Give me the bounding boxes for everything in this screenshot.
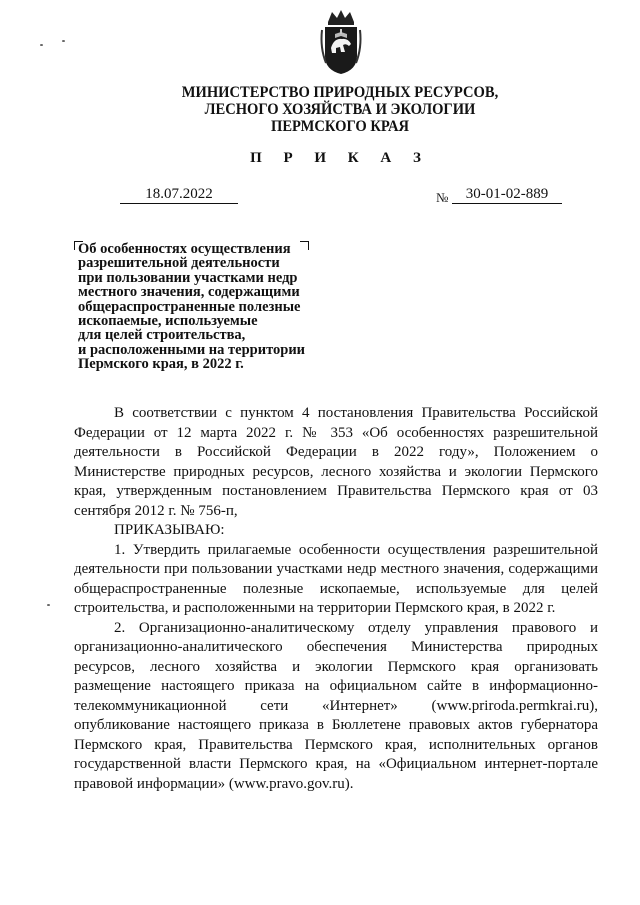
order-number-label: № [436, 190, 449, 205]
order-item-1: 1. Утвердить прилагаемые особенности осуществления разрешительной деятельности при пользовании участками недр местного значения, содержащими общераспространенные полезные ископаемые, используемые для целей строительства, и расположенными на территории Пермского края, в 2022 г. [74, 541, 598, 616]
subject-line-2: разрешительной деятельности [78, 255, 280, 272]
subject-line-6: ископаемые, используемые [78, 313, 258, 330]
scan-speck [40, 44, 43, 46]
order-word: ПРИКАЗЫВАЮ: [114, 522, 225, 538]
order-subject [78, 242, 328, 372]
subject-line-9: Пермского края, в 2022 г. [78, 356, 244, 373]
subject-line-5: общераспространенные полезные [78, 298, 301, 315]
document-type-title: П Р И К А З [250, 150, 430, 166]
order-body [74, 404, 598, 794]
ministry-line-2: ЛЕСНОГО ХОЗЯЙСТВА И ЭКОЛОГИИ [204, 101, 476, 118]
scan-speck [62, 40, 65, 42]
order-date: 18.07.2022 [120, 186, 238, 204]
subject-line-4: местного значения, содержащими [78, 284, 300, 301]
order-item-2: 2. Организационно-аналитическому отделу управления правового и организационно-аналитического обеспечения Министерства природных ресурсов, лесного хозяйства и экологии Пермского края организовать размещение настоящего приказа на официальном сайте в информационно-телекоммуникационной сети «Интернет» (www.priroda.permkrai.ru), опубликование настоящего приказа в Бюллетене правовых актов губернатора Пермского края, Правительства Пермского края, исполнительных органов государственной власти Пермского края, на «Официальном интернет-портале правовой информации» (www.pravo.gov.ru). [74, 619, 598, 792]
subject-line-1: Об особенностях осуществления [78, 241, 291, 257]
ministry-line-3: ПЕРМСКОГО КРАЯ [270, 118, 410, 135]
perm-krai-coat-of-arms-icon [318, 8, 364, 76]
preamble-paragraph: В соответствии с пунктом 4 постановления Правительства Российской Федерации от 12 марта 2022 г. № 353 «Об особенностях разрешительной деятельности в Российской Федерации в 2022 году», Положением о Министерстве природных ресурсов, лесного хозяйства и экологии Пермского края, утвержденным постановлением Правительства Пермского края от 03 сентября 2012 г. № 756-п, [74, 405, 598, 519]
scan-speck [47, 604, 50, 606]
order-number: 30-01-02-889 [452, 186, 562, 204]
ministry-line-1: МИНИСТЕРСТВО ПРИРОДНЫХ РЕСУРСОВ, [181, 84, 499, 101]
subject-line-7: для целей строительства, [78, 327, 246, 344]
ministry-name [39, 84, 640, 135]
subject-line-8: и расположенными на территории [78, 341, 306, 358]
subject-line-3: при пользовании участками недр [78, 269, 298, 286]
